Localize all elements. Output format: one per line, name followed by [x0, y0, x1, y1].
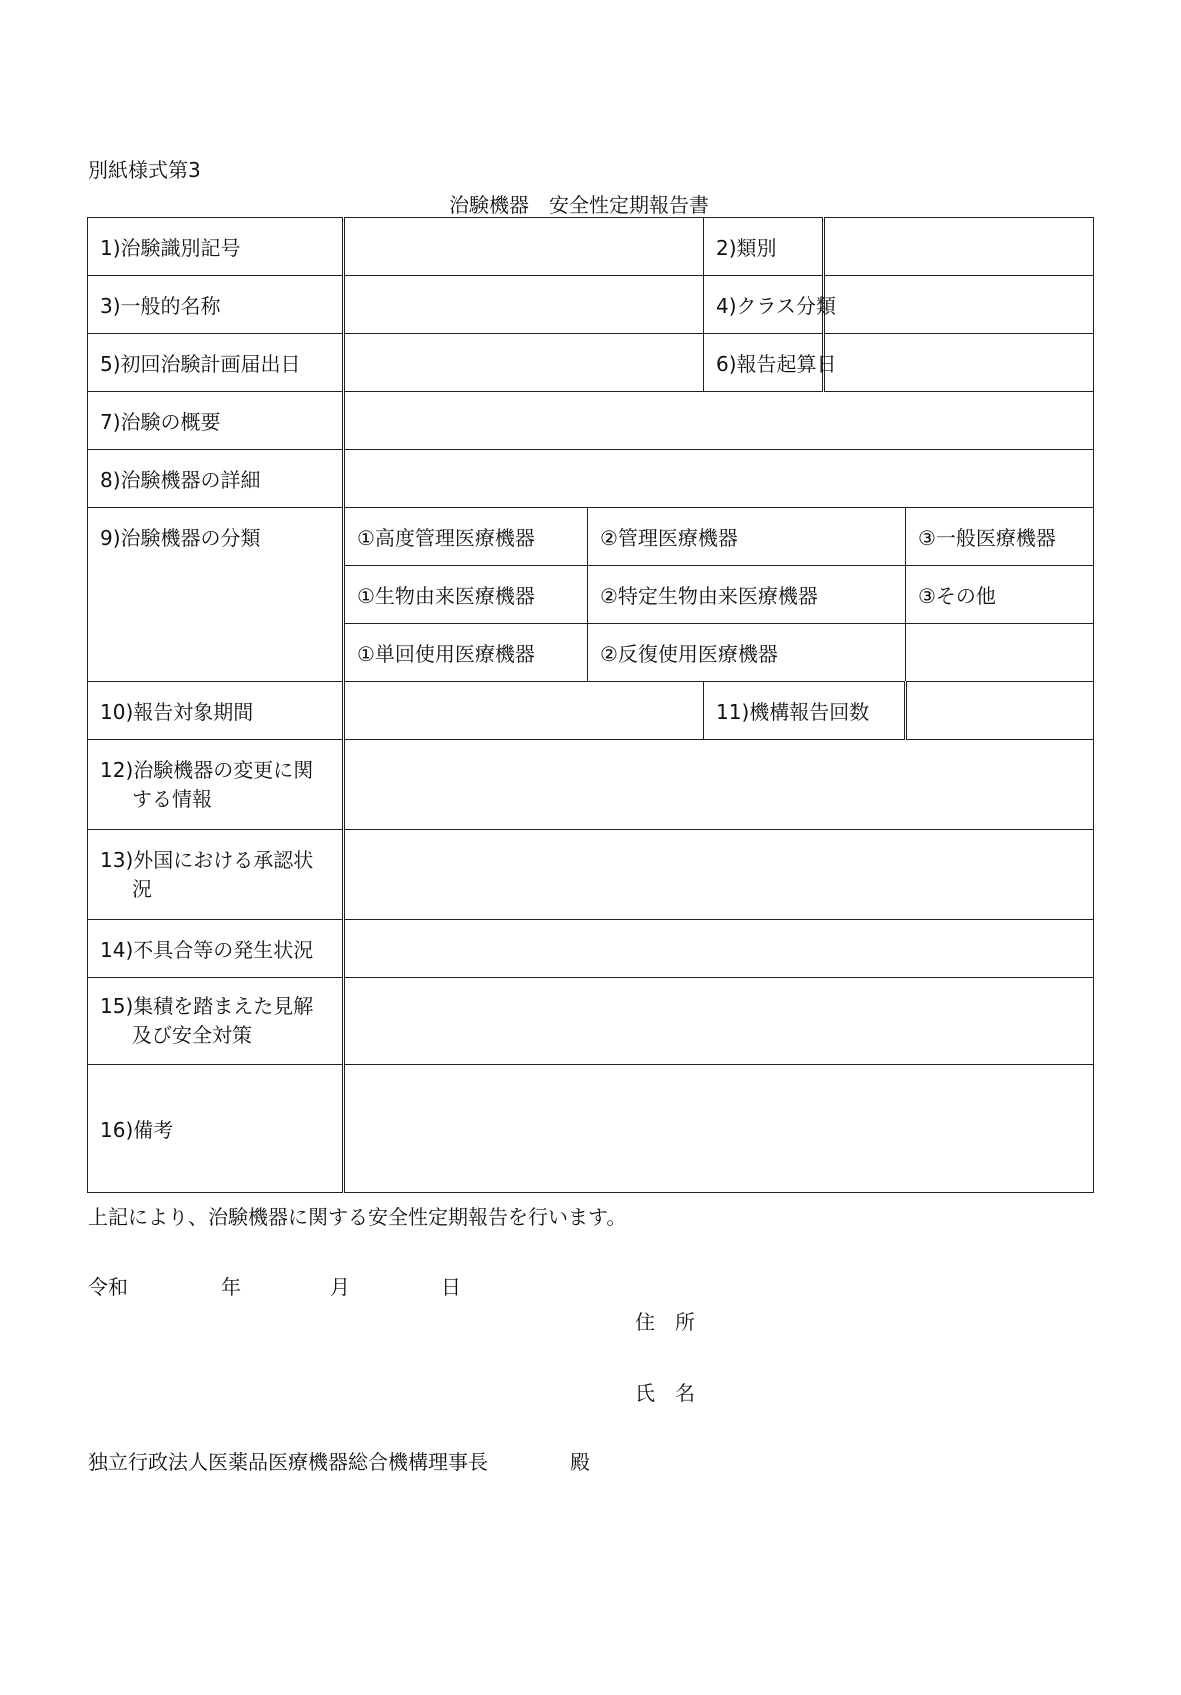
- field-label-class: 4)クラス分類: [704, 276, 824, 334]
- label-line: 15)集積を踏まえた見解: [100, 994, 314, 1018]
- field-label-reporting-period: 10)報告対象期間: [88, 682, 344, 740]
- field-label-device-id: 1)治験識別記号: [88, 218, 344, 276]
- field-value-foreign-approval[interactable]: [344, 830, 1094, 920]
- field-label-safety-measures: [88, 978, 344, 1065]
- field-value-reporting-period[interactable]: [344, 682, 704, 740]
- classification-option[interactable]: ②特定生物由来医療機器: [588, 566, 906, 624]
- field-label-report-count: 11)機構報告回数: [704, 682, 906, 740]
- classification-option-empty: [906, 624, 1094, 682]
- form-row-foreign-approval: [88, 830, 1094, 920]
- field-value-device-id[interactable]: [344, 218, 704, 276]
- form-row-first-plan-date: [88, 334, 1094, 392]
- field-label-device-details: 8)治験機器の詳細: [88, 450, 344, 508]
- recipient-label: 独立行政法人医薬品医療機器総合機構理事長: [88, 1450, 488, 1474]
- label-line: 13)外国における承認状: [100, 847, 314, 872]
- field-value-malfunction-status[interactable]: [344, 920, 1094, 978]
- form-row-safety-measures: [88, 978, 1094, 1065]
- name-label: 氏 名: [635, 1381, 695, 1405]
- field-label-malfunction-status: 14)不具合等の発生状況: [88, 920, 344, 978]
- label-line: 12)治験機器の変更に関: [100, 757, 314, 782]
- field-value-trial-overview[interactable]: [344, 392, 1094, 450]
- form-row-generic-name: [88, 276, 1094, 334]
- field-value-report-count[interactable]: [906, 682, 1094, 740]
- field-value-remarks[interactable]: [344, 1065, 1094, 1193]
- field-value-first-plan-date[interactable]: [344, 334, 704, 392]
- field-value-class[interactable]: [824, 276, 1094, 334]
- field-label-category: 2)類別: [704, 218, 824, 276]
- field-value-device-details[interactable]: [344, 450, 1094, 508]
- date-era-label: 令和: [88, 1275, 128, 1299]
- report-form-table: [87, 217, 1094, 1193]
- label-line: 及び安全対策: [132, 1023, 252, 1047]
- field-label-foreign-approval: [88, 830, 344, 920]
- form-row-device-id: [88, 218, 1094, 276]
- form-row-device-details: [88, 450, 1094, 508]
- date-day-label: 日: [441, 1275, 461, 1299]
- field-value-change-info[interactable]: [344, 740, 1094, 830]
- field-label-trial-overview: 7)治験の概要: [88, 392, 344, 450]
- field-value-generic-name[interactable]: [344, 276, 704, 334]
- classification-option[interactable]: ②反復使用医療機器: [588, 624, 906, 682]
- classification-option[interactable]: ③一般医療機器: [906, 508, 1094, 566]
- classification-option[interactable]: ①生物由来医療機器: [344, 566, 588, 624]
- form-row-change-info: [88, 740, 1094, 830]
- label-line: 況: [132, 876, 152, 901]
- classification-option[interactable]: ①高度管理医療機器: [344, 508, 588, 566]
- classification-option[interactable]: ②管理医療機器: [588, 508, 906, 566]
- label-line: する情報: [132, 786, 212, 811]
- field-label-generic-name: 3)一般的名称: [88, 276, 344, 334]
- field-label-remarks: 16)備考: [88, 1065, 344, 1193]
- date-month-label: 月: [330, 1275, 350, 1299]
- form-row-reporting-period: [88, 682, 1094, 740]
- classification-option[interactable]: ①単回使用医療機器: [344, 624, 588, 682]
- form-row-trial-overview: [88, 392, 1094, 450]
- classification-option[interactable]: ③その他: [906, 566, 1094, 624]
- field-value-category[interactable]: [824, 218, 1094, 276]
- field-label-classification: 9)治験機器の分類: [88, 508, 344, 682]
- form-row-malfunction-status: [88, 920, 1094, 978]
- field-value-report-start-date[interactable]: [824, 334, 1094, 392]
- field-label-change-info: [88, 740, 344, 830]
- document-title: 治験機器 安全性定期報告書: [449, 193, 709, 217]
- honorific-label: 殿: [570, 1450, 590, 1474]
- field-label-first-plan-date: 5)初回治験計画届出日: [88, 334, 344, 392]
- field-label-report-start-date: 6)報告起算日: [704, 334, 824, 392]
- field-value-safety-measures[interactable]: [344, 978, 1094, 1065]
- form-number: 別紙様式第3: [88, 158, 201, 182]
- declaration-text: 上記により、治験機器に関する安全性定期報告を行います。: [88, 1205, 627, 1229]
- address-label: 住 所: [635, 1310, 695, 1334]
- date-year-label: 年: [221, 1275, 241, 1299]
- form-row-remarks: [88, 1065, 1094, 1193]
- form-row-classification: [88, 508, 1094, 566]
